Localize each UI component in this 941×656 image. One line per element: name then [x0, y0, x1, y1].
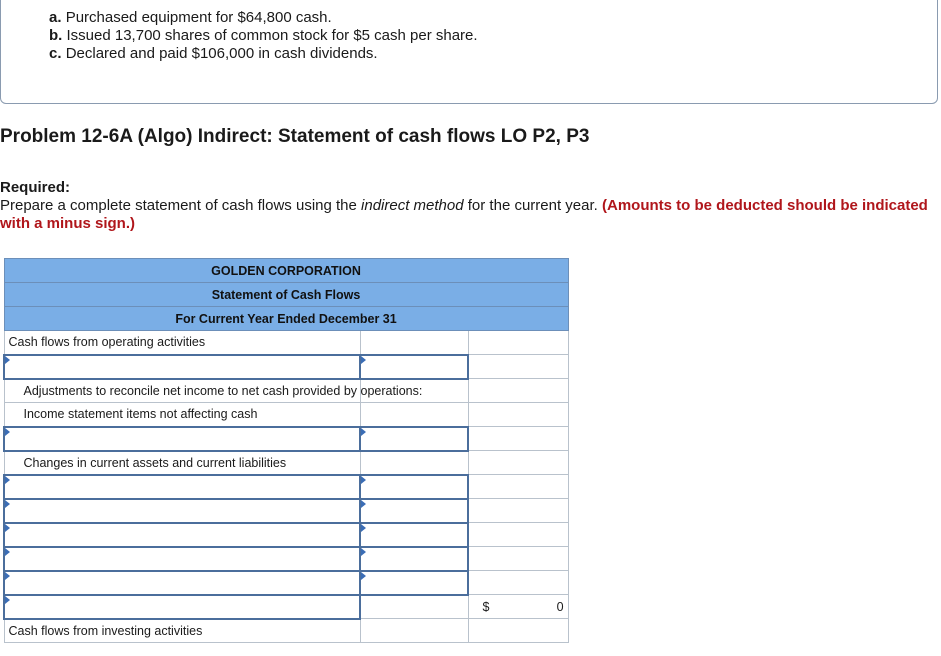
table-row [4, 379, 568, 403]
amount-input[interactable] [361, 476, 467, 498]
transaction-text: Declared and paid $106,000 in cash dividends. [65, 45, 378, 62]
required-text-italic: indirect method [361, 197, 464, 214]
required-text-part2: for the current year. [463, 197, 602, 214]
table-row [4, 427, 568, 451]
table-row [4, 355, 568, 379]
total-cell [468, 499, 568, 523]
line-item-input[interactable] [5, 500, 359, 522]
amount-input[interactable] [361, 524, 467, 546]
operating-total-label-input[interactable] [4, 595, 360, 619]
table-row [4, 523, 568, 547]
total-cell [468, 331, 568, 355]
table-row [4, 571, 568, 595]
transaction-letter: c. [49, 45, 62, 62]
transaction-text: Issued 13,700 shares of common stock for $5 cash per share. [66, 27, 478, 44]
amount-cell [360, 331, 468, 355]
total-cell [468, 475, 568, 499]
table-row [4, 499, 568, 523]
table-row [4, 547, 568, 571]
amount-cell [360, 619, 468, 643]
line-item-input[interactable] [5, 572, 359, 594]
operating-activities-label: Cash flows from operating activities [4, 331, 360, 355]
amount-input[interactable] [361, 428, 467, 450]
change-item-input[interactable] [4, 571, 360, 595]
table-row [4, 475, 568, 499]
amount-cell [360, 403, 468, 427]
total-cell [468, 355, 568, 379]
line-item-input[interactable] [5, 476, 359, 498]
problem-title: Problem 12-6A (Algo) Indirect: Statement of cash flows LO P2, P3 [0, 126, 590, 147]
cash-flow-statement-table [3, 258, 569, 643]
line-item-input[interactable] [5, 524, 359, 546]
total-cell [468, 451, 568, 475]
amount-cell [360, 595, 468, 619]
noncash-amount-input[interactable] [360, 427, 468, 451]
amount-cell [360, 379, 468, 403]
change-item-input[interactable] [4, 475, 360, 499]
change-amount-input[interactable] [360, 499, 468, 523]
investing-activities-label: Cash flows from investing activities [4, 619, 360, 643]
line-item-input[interactable] [5, 356, 359, 378]
required-note: (Amounts to be deducted should be indicated with a minus sign.) [0, 197, 928, 232]
table-row [4, 451, 568, 475]
adjustments-label: Adjustments to reconcile net income to net cash provided by operations: [4, 379, 360, 403]
total-cell [468, 427, 568, 451]
amount-input[interactable] [361, 572, 467, 594]
required-label: Required: [0, 179, 71, 196]
operating-total-value: 0 [556, 599, 564, 614]
total-cell [468, 547, 568, 571]
table-row [4, 331, 568, 355]
change-item-input[interactable] [4, 547, 360, 571]
transactions-list [49, 9, 478, 63]
changes-label: Changes in current assets and current liabilities [4, 451, 360, 475]
total-cell [468, 523, 568, 547]
line-item-input[interactable] [5, 596, 359, 618]
transaction-letter: b. [49, 27, 63, 44]
operating-total [469, 595, 568, 618]
change-item-input[interactable] [4, 499, 360, 523]
header-row [4, 307, 568, 331]
total-cell [468, 379, 568, 403]
change-amount-input[interactable] [360, 547, 468, 571]
table-row [4, 619, 568, 643]
total-cell [468, 619, 568, 643]
transaction-c [49, 45, 478, 63]
change-amount-input[interactable] [360, 475, 468, 499]
transaction-a [49, 9, 478, 27]
transaction-letter: a. [49, 9, 62, 26]
table-row [4, 403, 568, 427]
amount-cell [360, 451, 468, 475]
transaction-text: Purchased equipment for $64,800 cash. [65, 9, 332, 26]
change-amount-input[interactable] [360, 523, 468, 547]
operating-amount-input[interactable] [360, 355, 468, 379]
change-item-input[interactable] [4, 523, 360, 547]
noncash-item-input[interactable] [4, 427, 360, 451]
amount-input[interactable] [361, 548, 467, 570]
operating-item-input[interactable] [4, 355, 360, 379]
line-item-input[interactable] [5, 428, 359, 450]
currency-symbol: $ [482, 599, 490, 614]
required-instructions [0, 197, 935, 233]
line-item-input[interactable] [5, 548, 359, 570]
amount-input[interactable] [361, 500, 467, 522]
transactions-box [0, 0, 938, 104]
table-row [4, 595, 568, 619]
total-cell [468, 403, 568, 427]
operating-total-cell [468, 595, 568, 619]
noncash-items-label: Income statement items not affecting cash [4, 403, 360, 427]
amount-input[interactable] [361, 356, 467, 378]
total-cell [468, 571, 568, 595]
required-text-part1: Prepare a complete statement of cash flows using the [0, 197, 362, 214]
transaction-b [49, 27, 478, 45]
header-row [4, 259, 568, 283]
statement-name: Statement of Cash Flows [4, 283, 568, 307]
statement-period: For Current Year Ended December 31 [4, 307, 568, 331]
company-name: GOLDEN CORPORATION [4, 259, 568, 283]
header-row [4, 283, 568, 307]
change-amount-input[interactable] [360, 571, 468, 595]
